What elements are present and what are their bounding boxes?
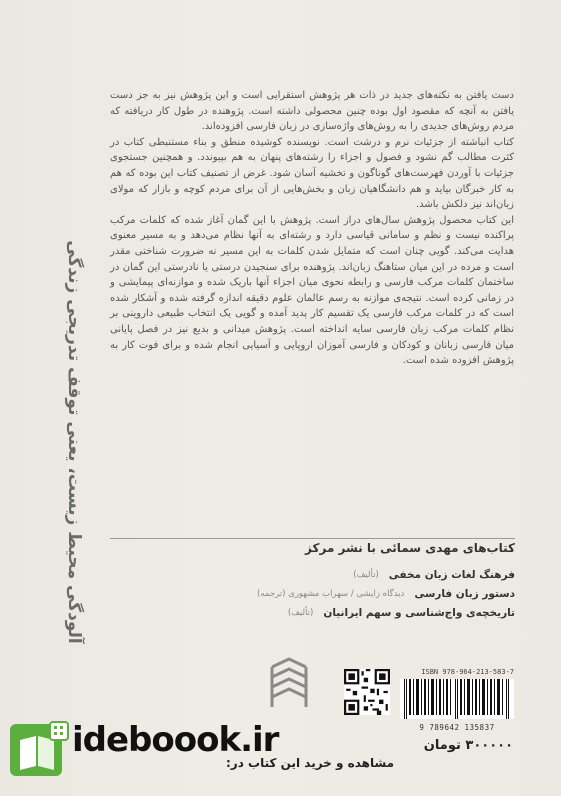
book-title: دستور زبان فارسی: [414, 587, 515, 600]
watermark-banner: [0, 712, 561, 796]
blurb-text: [110, 88, 514, 369]
blurb-paragraph-2: کتاب انباشته از جزئیات نرم و درشت است. نویسنده کوشیده منطق و بناء مستنبطی کتاب در کثرت مطالب گم نشود و فصول و اجزاء را رشته‌های پنهان به هم بپیوندد. و همچنین جستجوی جزئیات با آوردن فهرست‌های گوناگون و تخشیه آسان شود. غرض از تصنیف کتاب این بوده که هم به کار خبرگان بیاید و هم دانشگاهیان زبان و بخش‌هایی از آن برای مردم کوچه و بازار که مولای زبان‌اند نیز دلکش باشد.: [110, 136, 514, 211]
watermark-caption: مشاهده و خرید این کتاب در:: [226, 756, 395, 770]
book-list: [115, 565, 515, 622]
barcode-digits: 9 789642 135837: [419, 723, 495, 732]
watermark-site[interactable]: ideboook.ir: [72, 720, 279, 760]
ideboook-logo-icon: [6, 718, 72, 784]
blurb-paragraph-1: دست یافتن به نکته‌های جدید در ذات هر پژوهش استقرایی است و این پژوهش نیز به جز دست یافتن به آنچه که مقصود اول بوده چنین محصولی داشته است. پژوهنده در طول کار دریافته که مردم روش‌های جدیدی را به روش‌های واژه‌سازی در زبان فارسی افزوده‌اند.: [110, 90, 514, 133]
book-item: [115, 603, 515, 622]
isbn-label: ISBN 978-964-213-583-7: [421, 668, 514, 676]
qr-code-icon: [344, 669, 390, 715]
book-title: فرهنگ لغات زبان مخفی: [388, 568, 515, 581]
book-meta: (تألیف): [287, 607, 314, 618]
divider: [110, 538, 515, 539]
price-label: ۳۰۰۰۰۰ تومان: [423, 738, 513, 753]
publisher-logo-icon: [268, 655, 310, 711]
blurb-paragraph-3: این کتاب محصول پژوهش سال‌های دراز است. پژوهش با این گمان آغاز شده که کلمات مرکب پراکنده نیست و نظم و سامانی قیاسی دارد و رشته‌ای به آنها نظام می‌دهد و به مسیر معنوی هدایت می‌کند. گویی چنان است که متمایل شدن کلمات به این مسیر نه ضرورت شناختی مقدر است و مرده در این میان ستاهنگ زبان‌اند. پژوهنده برای سنجیدن درستی یا نادرستی این گمان در ساختمان کلمات مرکب فارسی و رابطه نحوی میان اجزاء آنها باریک شده و موازنه‌ای پیمایشی و در زمانی کرده است. نتیجه‌ی موازنه به رسم عالمان علوم دقیقه اندازه گرفته شده و آشکار شده است که در کلمات مرکب فارسی یک تقسیم کار پدید آمده و گویی یک انتخاب طبیعی داروینی بر نظام کلمات مرکب زبان فارسی سایه انداخته است. پژوهش میدانی و بدیع نیز در فصل پایانی میان فارسی زبانان و کودکان و فارسی آموزان اروپایی و آسیایی انجام شده و برای فوت کار به پژوهش افزوده شده است.: [110, 214, 514, 367]
book-item: [115, 584, 515, 603]
book-title: تاریخچه‌ی واج‌شناسی و سهم ایرانیان: [323, 606, 515, 619]
vertical-tagline: آلودگی محیط زیست، یعنی توقف تدریجی زندگی: [64, 240, 84, 644]
book-item: [115, 565, 515, 584]
book-meta: (تألیف): [353, 569, 379, 580]
series-title: کتاب‌های مهدی سمائی با نشر مرکز: [305, 541, 515, 555]
book-meta: دیدگاه زایشی / سهراب مشهوری (ترجمه): [257, 588, 405, 599]
